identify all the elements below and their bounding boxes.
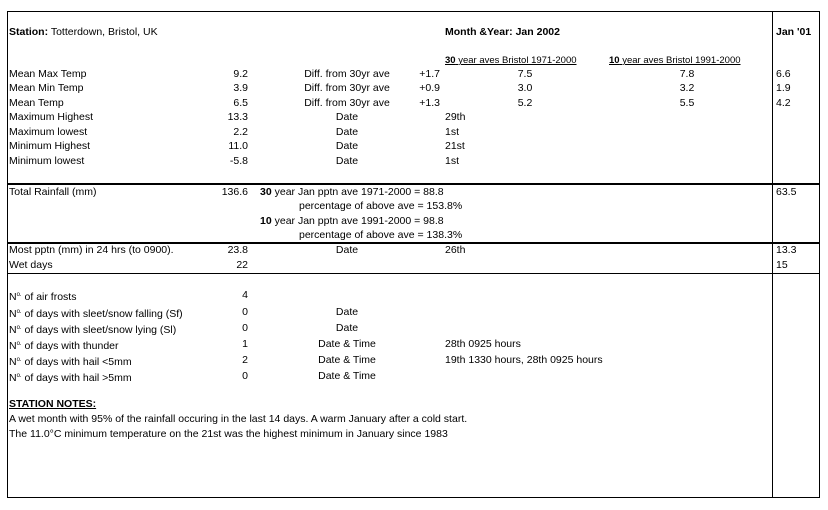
temp-row-ave10: 3.2 bbox=[679, 82, 695, 94]
temp-row-diff: 1st bbox=[445, 126, 460, 138]
most-pptn-date-label: Date bbox=[335, 244, 359, 256]
count-row-detail: 19th 1330 hours, 28th 0925 hours bbox=[445, 354, 603, 366]
wet-days-prev: 15 bbox=[776, 259, 788, 271]
temp-row-mid: Date bbox=[335, 126, 359, 138]
temp-row-prev: 1.9 bbox=[776, 82, 791, 94]
count-no-sup: o. bbox=[16, 341, 22, 347]
temp-row-mid: Date bbox=[335, 111, 359, 123]
rainfall-label: Total Rainfall (mm) bbox=[9, 186, 97, 198]
count-row-value: 0 bbox=[242, 370, 248, 382]
notes-line-2: The 11.0°C minimum temperature on the 21st was the highest minimum in January since 1983 bbox=[9, 428, 448, 440]
count-no-prefix: N bbox=[9, 356, 17, 368]
temp-row-mid: Date bbox=[335, 140, 359, 152]
temp-row-value: -5.8 bbox=[229, 155, 248, 167]
count-row-label bbox=[9, 289, 76, 303]
count-no-sup: o. bbox=[16, 325, 22, 331]
count-no-prefix: N bbox=[9, 291, 17, 303]
temp-row-label: Mean Temp bbox=[9, 97, 64, 109]
count-row-value: 1 bbox=[242, 338, 248, 350]
wet-days-value: 22 bbox=[236, 259, 248, 271]
temp-row-label: Minimum lowest bbox=[9, 155, 85, 167]
most-pptn-value: 23.8 bbox=[227, 244, 248, 256]
temp-row-mid: Diff. from 30yr ave bbox=[304, 82, 390, 94]
count-row-label bbox=[9, 338, 119, 352]
count-row-detail: 28th 0925 hours bbox=[445, 338, 521, 350]
temp-row-ave30: 7.5 bbox=[517, 68, 533, 80]
station-heading bbox=[9, 26, 158, 38]
temp-row-mid: Date bbox=[335, 155, 359, 167]
station-name: Totterdown, Bristol, UK bbox=[50, 26, 158, 38]
prev-year-divider bbox=[772, 11, 773, 498]
count-row-label bbox=[9, 354, 132, 368]
temp-row-diff: 29th bbox=[445, 111, 466, 123]
temp-row-label: Maximum lowest bbox=[9, 126, 88, 138]
count-row-label bbox=[9, 370, 132, 384]
notes-title: STATION NOTES: bbox=[9, 398, 97, 410]
temp-row-value: 9.2 bbox=[233, 68, 248, 80]
count-no-sup: o. bbox=[16, 373, 22, 379]
temp-row-diff: +0.9 bbox=[419, 82, 440, 94]
count-row-value: 0 bbox=[242, 322, 248, 334]
temp-row-value: 2.2 bbox=[233, 126, 248, 138]
count-row-mid: Date & Time bbox=[318, 354, 376, 366]
prev-year-heading: Jan '01 bbox=[776, 26, 812, 38]
rainfall-value: 136.6 bbox=[221, 186, 248, 198]
count-row-mid: Date bbox=[335, 322, 359, 334]
count-no-prefix: N bbox=[9, 372, 17, 384]
count-row-label bbox=[9, 322, 176, 336]
rainfall-ave30 bbox=[260, 186, 444, 198]
count-no-prefix: N bbox=[9, 340, 17, 352]
ave30-heading bbox=[445, 55, 577, 67]
rainfall-ave10-num: 10 bbox=[260, 215, 272, 227]
temp-row-value: 13.3 bbox=[227, 111, 248, 123]
rainfall-ave10-text: year Jan pptn ave 1991-2000 = 98.8 bbox=[274, 215, 444, 227]
count-row-label bbox=[9, 306, 183, 320]
most-pptn-prev: 13.3 bbox=[776, 244, 797, 256]
temp-row-value: 3.9 bbox=[233, 82, 248, 94]
count-no-prefix: N bbox=[9, 308, 17, 320]
temp-row-diff: 21st bbox=[445, 140, 465, 152]
temp-row-ave30: 3.0 bbox=[517, 82, 533, 94]
temp-row-prev: 6.6 bbox=[776, 68, 791, 80]
count-row-mid: Date & Time bbox=[318, 370, 376, 382]
ave10-heading bbox=[609, 55, 741, 67]
rule-after-temps bbox=[7, 183, 820, 185]
count-row-value: 0 bbox=[242, 306, 248, 318]
temp-row-diff: 1st bbox=[445, 155, 460, 167]
count-row-text: of days with hail <5mm bbox=[24, 356, 132, 368]
station-label: Station: bbox=[9, 26, 49, 38]
temp-row-label: Minimum Highest bbox=[9, 140, 91, 152]
temp-row-ave30: 5.2 bbox=[517, 97, 533, 109]
rainfall-pct10: percentage of above ave = 138.3% bbox=[299, 229, 463, 241]
rule-after-wetdays bbox=[7, 273, 820, 274]
temp-row-value: 11.0 bbox=[228, 140, 248, 152]
temp-row-prev: 4.2 bbox=[776, 97, 791, 109]
temp-row-ave10: 5.5 bbox=[679, 97, 695, 109]
rainfall-ave30-num: 30 bbox=[260, 186, 272, 198]
rainfall-ave30-text: year Jan pptn ave 1971-2000 = 88.8 bbox=[274, 186, 444, 198]
ave30-heading-num: 30 bbox=[445, 55, 456, 66]
count-row-value: 2 bbox=[242, 354, 248, 366]
ave10-heading-num: 10 bbox=[609, 55, 620, 66]
temp-row-diff: +1.7 bbox=[419, 68, 440, 80]
count-row-text: of days with sleet/snow lying (Sl) bbox=[24, 324, 177, 336]
temp-row-label: Maximum Highest bbox=[9, 111, 94, 123]
count-no-sup: o. bbox=[16, 357, 22, 363]
temp-row-value: 6.5 bbox=[233, 97, 248, 109]
count-row-value: 4 bbox=[242, 289, 248, 301]
temp-row-mid: Diff. from 30yr ave bbox=[304, 97, 390, 109]
count-row-mid: Date & Time bbox=[318, 338, 376, 350]
temp-row-label: Mean Min Temp bbox=[9, 82, 84, 94]
count-row-mid: Date bbox=[335, 306, 359, 318]
count-row-text: of days with hail >5mm bbox=[24, 372, 132, 384]
rainfall-ave10 bbox=[260, 215, 444, 227]
ave30-heading-label: year aves Bristol 1971-2000 bbox=[458, 55, 577, 66]
count-no-sup: o. bbox=[16, 309, 22, 315]
count-no-prefix: N bbox=[9, 324, 17, 336]
temp-row-ave10: 7.8 bbox=[679, 68, 695, 80]
temp-row-label: Mean Max Temp bbox=[9, 68, 87, 80]
notes-line-1: A wet month with 95% of the rainfall occuring in the last 14 days. A warm January after a cold start. bbox=[9, 413, 468, 425]
most-pptn-label: Most pptn (mm) in 24 hrs (to 0900). bbox=[9, 244, 174, 256]
temp-row-diff: +1.3 bbox=[419, 97, 440, 109]
rainfall-prev: 63.5 bbox=[776, 186, 797, 198]
count-row-text: of air frosts bbox=[24, 291, 77, 303]
month-year: Month &Year: Jan 2002 bbox=[445, 26, 560, 38]
ave10-heading-label: year aves Bristol 1991-2000 bbox=[622, 55, 741, 66]
most-pptn-date: 26th bbox=[445, 244, 466, 256]
rainfall-pct30: percentage of above ave = 153.8% bbox=[299, 200, 463, 212]
temp-row-mid: Diff. from 30yr ave bbox=[304, 68, 390, 80]
count-row-text: of days with sleet/snow falling (Sf) bbox=[24, 308, 183, 320]
count-row-text: of days with thunder bbox=[24, 340, 119, 352]
wet-days-label: Wet days bbox=[9, 259, 53, 271]
count-no-sup: o. bbox=[16, 292, 22, 298]
